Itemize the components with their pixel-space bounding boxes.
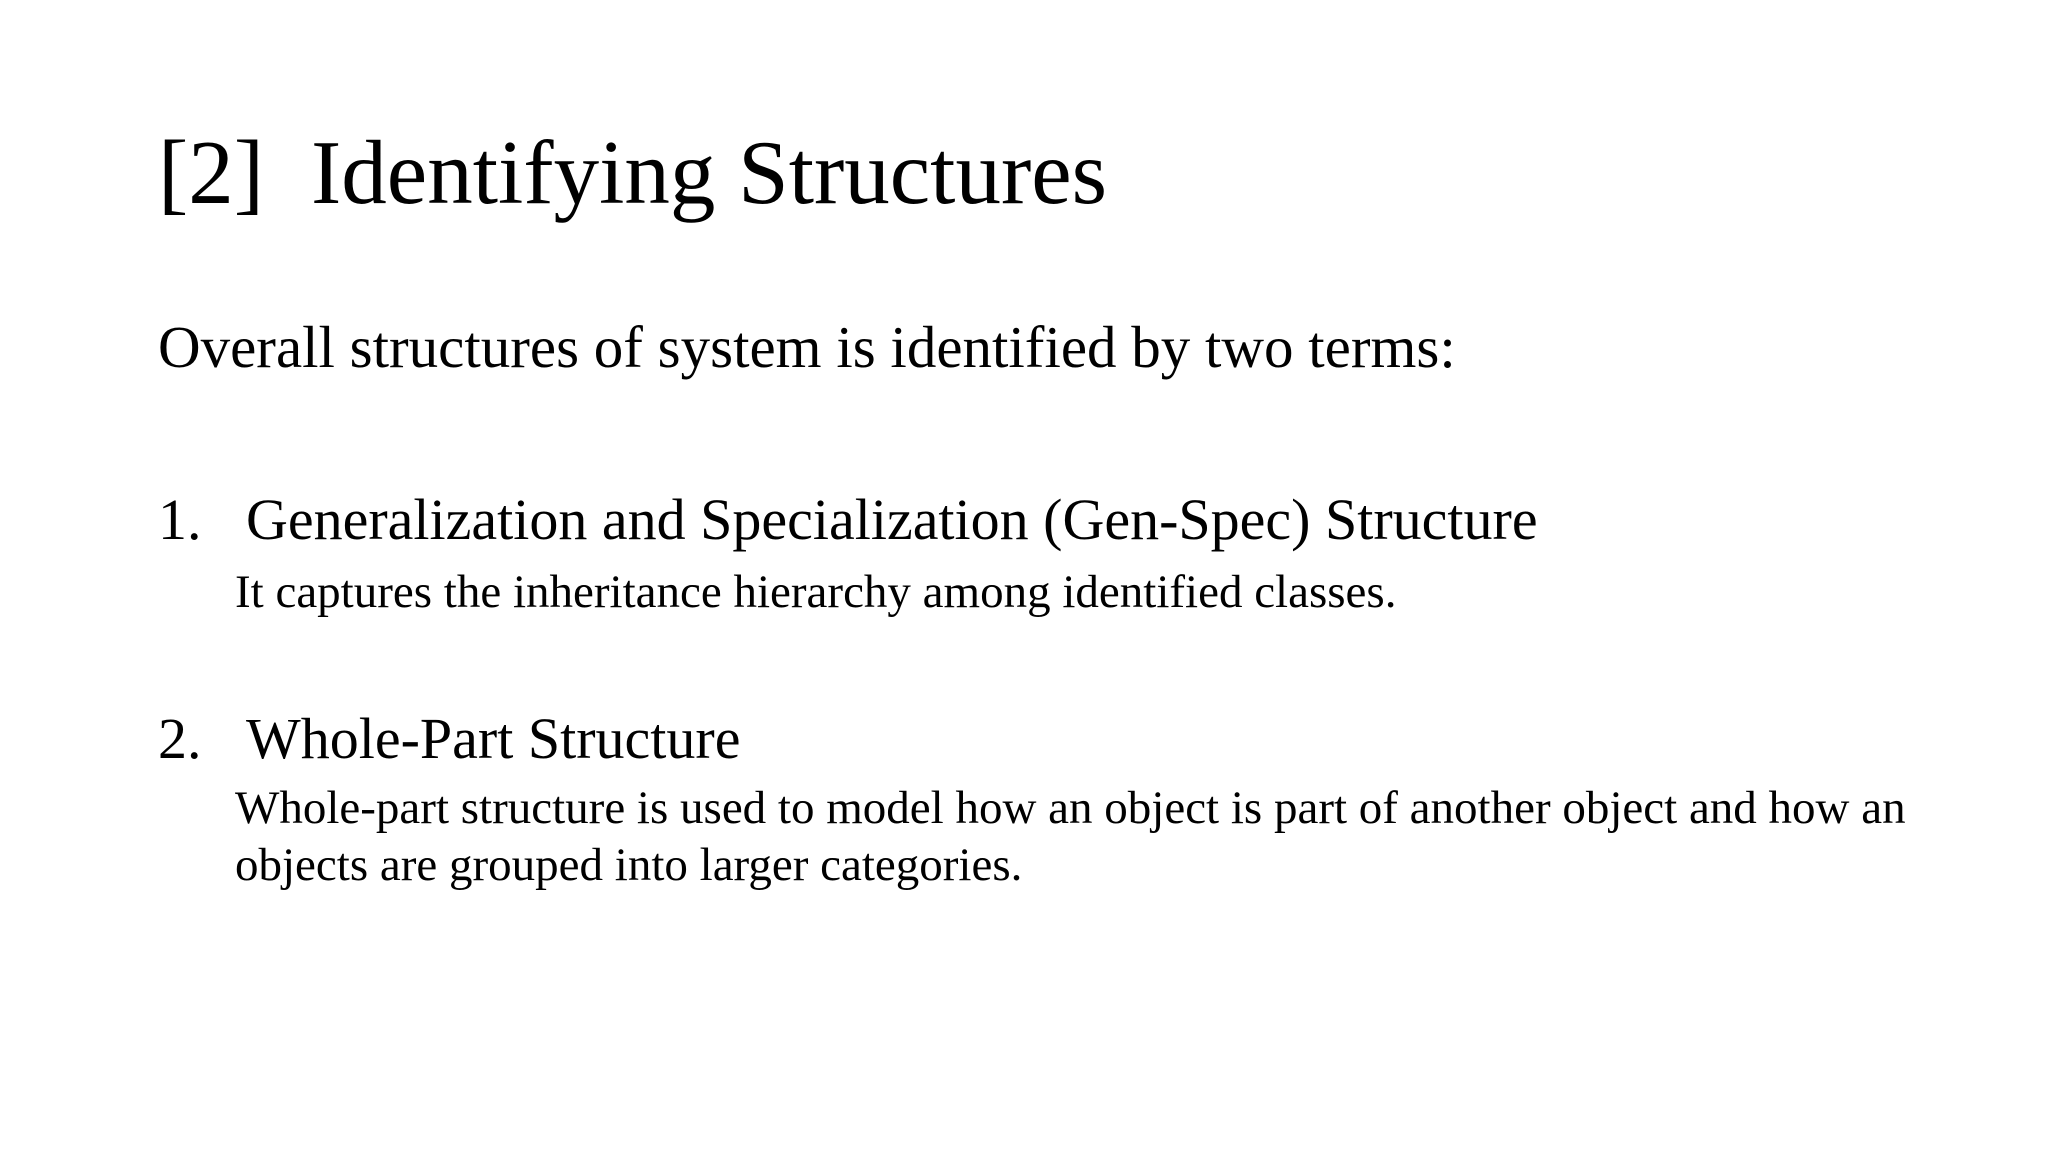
list-item-number: 1. (158, 487, 202, 552)
list-item-number: 2. (158, 706, 202, 771)
list-item-description: Whole-part structure is used to model how an object is part of another object and how an objects are grouped into larger categories. (235, 782, 1906, 891)
slide-title (158, 118, 1107, 228)
list-item-title: Generalization and Specialization (Gen-Spec) Structure (246, 487, 1538, 552)
title-text: Identifying Structures (311, 122, 1108, 223)
list-item-heading (158, 704, 740, 774)
list-item-heading (158, 485, 1538, 555)
list-item-title: Whole-Part Structure (246, 706, 741, 771)
intro-text: Overall structures of system is identified by two terms: (158, 314, 1456, 380)
list-item-description: It captures the inheritance hierarchy among identified classes. (235, 566, 1397, 618)
title-number: [2] (158, 122, 265, 223)
